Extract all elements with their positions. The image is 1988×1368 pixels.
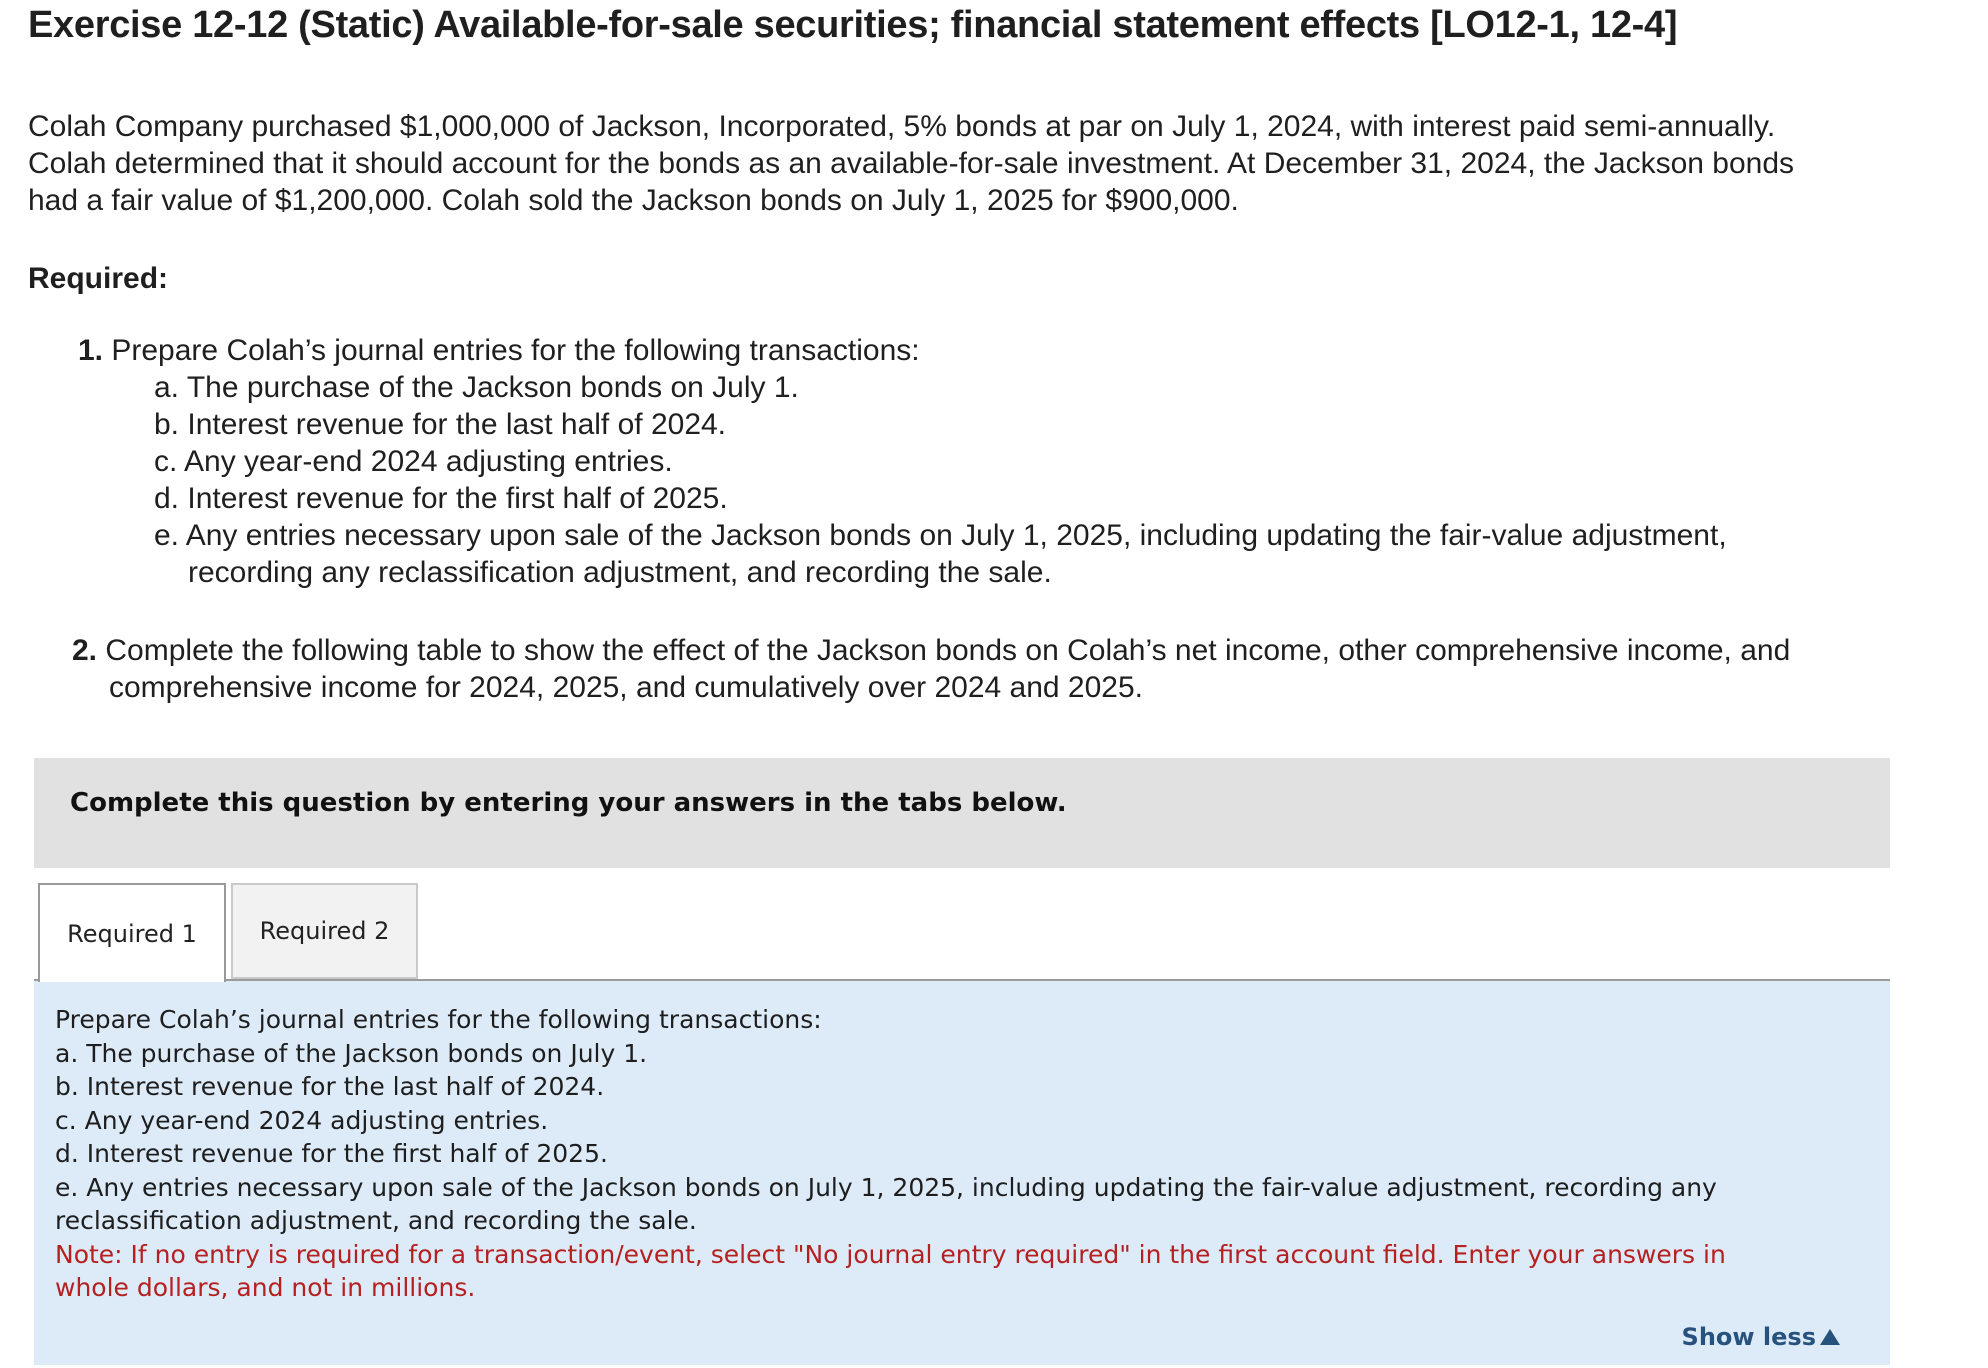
list-item: b. Interest revenue for the last half of 2024. bbox=[154, 408, 727, 441]
instruction-bar bbox=[34, 758, 1890, 868]
intro-line: Colah Company purchased $1,000,000 of Jackson, Incorporated, 5% bonds at par on July 1, 2024, with interest paid semi-annually. bbox=[28, 110, 1776, 143]
instruction-text: Complete this question by entering your answers in the tabs below. bbox=[70, 788, 1067, 818]
page-title: Exercise 12-12 (Static) Available-for-sale securities; financial statement effects [LO12-1, 12-4] bbox=[28, 4, 1678, 46]
show-less-label: Show less bbox=[1681, 1323, 1816, 1351]
requirement-2-number: 2. bbox=[72, 634, 98, 667]
tab-panel-required-1 bbox=[34, 979, 1890, 1365]
list-item: a. The purchase of the Jackson bonds on July 1. bbox=[154, 371, 799, 404]
requirement-2 bbox=[72, 632, 1790, 706]
panel-line: reclassification adjustment, and recording the sale. bbox=[55, 1206, 697, 1235]
requirement-1-items bbox=[154, 369, 1727, 591]
panel-instructions bbox=[55, 1003, 1726, 1305]
problem-intro bbox=[28, 108, 1958, 219]
tab-required-2[interactable]: Required 2 bbox=[231, 883, 418, 979]
panel-line: d. Interest revenue for the first half of 2025. bbox=[55, 1139, 608, 1168]
intro-line: Colah determined that it should account for the bonds as an available-for-sale investment. At December 31, 2024, the Jackson bonds bbox=[28, 147, 1795, 180]
requirement-1-text: Prepare Colah’s journal entries for the following transactions: bbox=[111, 334, 920, 367]
panel-note: Note: If no entry is required for a transaction/event, select "No journal entry required" in the first account field. Enter your answers in bbox=[55, 1239, 1726, 1269]
requirement-2-text-cont: comprehensive income for 2024, 2025, and cumulatively over 2024 and 2025. bbox=[109, 671, 1143, 704]
panel-line: b. Interest revenue for the last half of 2024. bbox=[55, 1072, 605, 1101]
list-item: e. Any entries necessary upon sale of the Jackson bonds on July 1, 2025, including updating the fair-value adjustment, bbox=[154, 519, 1727, 552]
tab-required-1[interactable]: Required 1 bbox=[38, 883, 226, 982]
list-item: d. Interest revenue for the first half of 2025. bbox=[154, 482, 728, 515]
requirement-1 bbox=[78, 332, 1727, 591]
panel-line: a. The purchase of the Jackson bonds on July 1. bbox=[55, 1038, 648, 1068]
triangle-up-icon bbox=[1820, 1329, 1840, 1345]
list-item: c. Any year-end 2024 adjusting entries. bbox=[154, 445, 673, 478]
required-heading: Required: bbox=[28, 262, 169, 295]
show-less-link[interactable] bbox=[1682, 1323, 1840, 1351]
requirement-2-text: Complete the following table to show the effect of the Jackson bonds on Colah’s net income, other comprehensive income, and bbox=[105, 634, 1791, 667]
panel-line: c. Any year-end 2024 adjusting entries. bbox=[55, 1105, 549, 1135]
intro-line: had a fair value of $1,200,000. Colah sold the Jackson bonds on July 1, 2025 for $900,000. bbox=[28, 184, 1239, 217]
panel-note: whole dollars, and not in millions. bbox=[55, 1273, 476, 1302]
requirement-1-number: 1. bbox=[78, 334, 104, 367]
panel-line: e. Any entries necessary upon sale of the Jackson bonds on July 1, 2025, including updating the fair-value adjustment, recording any bbox=[55, 1172, 1717, 1202]
panel-line: Prepare Colah’s journal entries for the following transactions: bbox=[55, 1005, 822, 1034]
list-item-continuation: recording any reclassification adjustment, and recording the sale. bbox=[188, 556, 1052, 589]
